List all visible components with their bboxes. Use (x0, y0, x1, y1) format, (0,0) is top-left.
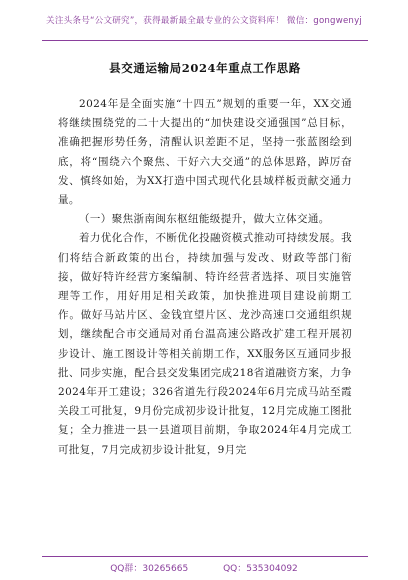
footer-divider (42, 556, 368, 557)
document-title: 县交通运输局2024年重点工作思路 (109, 61, 301, 75)
document-body (58, 60, 352, 460)
section-heading: （一）聚焦浙南闽东枢纽能级提升，做大立体交通。 (79, 213, 330, 226)
body-paragraph: 着力优化合作，不断优化投融资模式推动可持续发展。我们将结合新政策的出台，持续加强与发改、财政等部门衔接，做好特许经营方案编制、特许经营者选择、项目实施管理等工作，用好用足相关政策，加快推进项目建设前期工作。做好马站片区、金钱宜望片区、龙沙高速口交通组织规划，继续配合市交通局对甬台温高速公路改扩建工程开展初步设计、施工图设计等相关前期工作，XX服务区互通同步报批、同步实施，配合县交发集团完成218省道融资方案，力争2024年开工建设；326省道先行段2024年6月完成马站至霞关段工可批复，9月份完成初步设计批复，12月完成施工图批复；全力推进一县一县道项目前期，争取2024年4月完成工可批复，7月完成初步设计批复，9月完 (58, 232, 352, 456)
intro-paragraph: 2024年是全面实施“十四五”规划的重要一年，XX交通将继续围绕党的二十大提出的“加快建设交通强国”总目标，准确把握形势任务，清醒认识差距不足，坚持一张蓝图绘到底，将“围绕六个聚焦、干好六大交通”的总体思路，踔厉奋发、慎终如始，为XX打造中国式现代化县域样板贡献交通力量。 (58, 98, 352, 207)
qq-group-text: QQ群：30265665 (110, 564, 189, 574)
page-header: 关注头条号“公文研究”，获得最新最全最专业的公文资料库！ 微信：gongwenyj (46, 16, 362, 26)
qq-contact-text: QQ：535304092 (223, 564, 298, 574)
page-footer (0, 561, 408, 574)
header-divider (42, 40, 368, 41)
